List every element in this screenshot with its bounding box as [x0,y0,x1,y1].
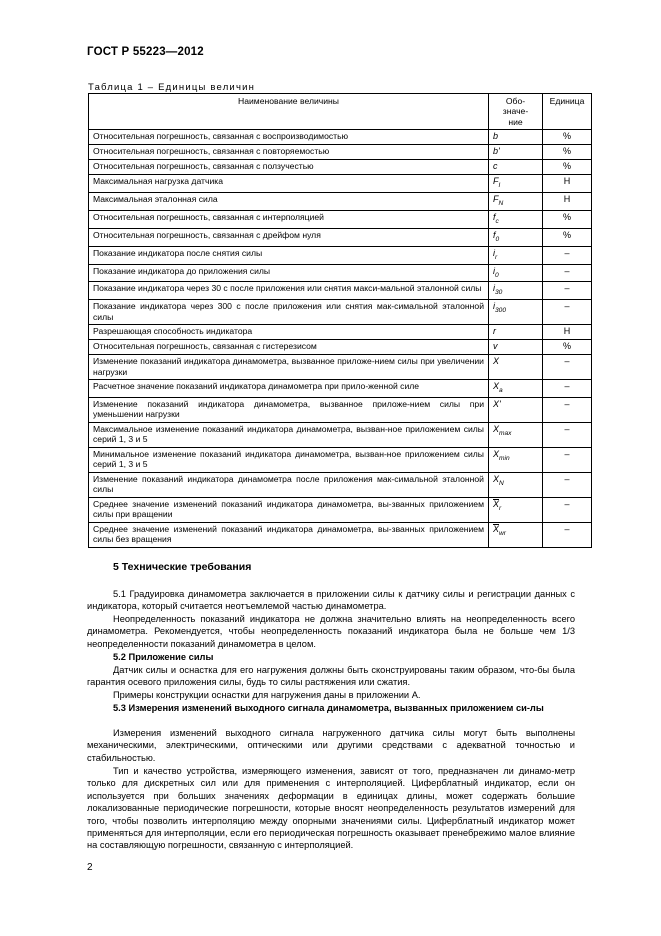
cell-quantity-name: Среднее значение изменений показаний индикатора динамометра, вы-званных приложением силы без вращения [89,522,489,547]
cell-symbol: r [489,325,543,340]
cell-quantity-name: Расчетное значение показаний индикатора динамометра при прило-женной силе [89,380,489,398]
cell-unit: – [543,380,592,398]
paragraph-5-1-text: 5.1 Градуировка динамометра заключается в приложении силы к датчику силы и регистрации данных с индикатора, который считается неотъемлемой частью динамометра. [87,589,575,612]
table-row [89,175,592,193]
table-row [89,497,592,522]
paragraph-5-2 [87,664,575,689]
table-header-row [89,94,592,130]
paragraph-5-3-text: Измерения изменений выходного сигнала нагруженного датчика силы могут быть выполнены механическими, электрическими, оптическими или другими средствами с адекватной точностью и стабильностью. [87,728,575,763]
cell-quantity-name: Показание индикатора до приложения силы [89,264,489,282]
table-row [89,300,592,325]
table-row [89,472,592,497]
cell-symbol: $X_a$ [489,380,543,398]
symbol-header-line2: значе- [502,106,529,117]
table-head [89,94,592,130]
cell-symbol: $f_c$ [489,211,543,229]
table-row [89,193,592,211]
paragraph-5-1b [87,613,575,650]
cell-quantity-name: Максимальная эталонная сила [89,193,489,211]
table-row [89,228,592,246]
standard-header: ГОСТ Р 55223—2012 [87,46,204,58]
cell-unit: Н [543,325,592,340]
column-header-symbol [489,94,543,130]
table-row [89,355,592,380]
table-row [89,145,592,160]
cell-quantity-name: Относительная погрешность, связанная с дрейфом нуля [89,228,489,246]
symbol-header-line3: ние [508,116,523,127]
table-row [89,422,592,447]
table-row [89,325,592,340]
cell-quantity-name: Максимальная нагрузка датчика [89,175,489,193]
cell-symbol: b [489,130,543,145]
heading-5-2: 5.2 Приложение силы [113,652,214,662]
cell-symbol: $F_I$ [489,175,543,193]
cell-quantity-name: Максимальное изменение показаний индикатора динамометра, вызван-ное приложением силы серий 1, 3 и 5 [89,422,489,447]
cell-unit: – [543,472,592,497]
cell-unit: % [543,130,592,145]
cell-symbol: $X_N$ [489,472,543,497]
page-number: 2 [87,862,93,873]
cell-unit: Н [543,175,592,193]
cell-quantity-name: Изменение показаний индикатора динамометра, вызванное приложе-нием силы при увеличении нагрузки [89,355,489,380]
column-header-unit: Единица [543,94,592,130]
cell-unit: – [543,447,592,472]
cell-quantity-name: Показание индикатора после снятия силы [89,246,489,264]
cell-quantity-name: Среднее значение изменений показаний индикатора динамометра, вы-званных приложением силы при вращении [89,497,489,522]
heading-5-3: 5.3 Измерения изменений выходного сигнала динамометра, вызванных приложением си-лы [113,703,544,713]
cell-quantity-name: Относительная погрешность, связанная с интерполяцией [89,211,489,229]
units-table [88,93,592,548]
paragraph-5-3 [87,727,575,764]
table-row [89,397,592,422]
cell-symbol: X [489,355,543,380]
symbol-header-line1: Обо- [505,96,526,106]
cell-unit: % [543,228,592,246]
table-row [89,282,592,300]
cell-quantity-name: Относительная погрешность, связанная с воспроизводимостью [89,130,489,145]
cell-quantity-name: Относительная погрешность, связанная с гистерезисом [89,340,489,355]
cell-symbol: $i_{300}$ [489,300,543,325]
cell-unit: – [543,282,592,300]
paragraph-5-2b-text: Примеры конструкции оснастки для нагружения даны в приложении А. [113,690,421,700]
cell-unit: – [543,355,592,380]
cell-unit: – [543,300,592,325]
table-row [89,522,592,547]
paragraph-5-3b [87,765,575,852]
cell-unit: % [543,340,592,355]
table-row [89,246,592,264]
table-row [89,160,592,175]
cell-quantity-name: Относительная погрешность, связанная с повторяемостью [89,145,489,160]
cell-quantity-name: Разрешающая способность индикатора [89,325,489,340]
paragraph-5-3b-text: Тип и качество устройства, измеряющего изменения, зависят от того, предназначен ли динамо-метр только для дискретных сил или для применения с интерполяцией. Циферблатный индикатор, если он используется при больших значениях деформации в единицах длины, может содержать большие локализованные периодические погрешности, которые вносят неопределенность результатов измерений для того, чтобы позволить интерполяцию между опорными значениями силы. Циферблатный индикатор может применяться для интерполяции, если его периодическая погрешность оказывает пренебрежимо малое влияние на составляющую погрешности, связанную с интерполяцией. [87,766,575,851]
cell-unit: – [543,246,592,264]
cell-quantity-name: Показание индикатора через 300 с после приложения или снятия мак-симальной эталонной силы [89,300,489,325]
cell-unit: Н [543,193,592,211]
paragraph-5-1 [87,588,575,613]
table-row [89,380,592,398]
cell-unit: % [543,160,592,175]
cell-symbol: $X_{min}$ [489,447,543,472]
table-row [89,211,592,229]
cell-unit: – [543,422,592,447]
table-row [89,130,592,145]
cell-unit: – [543,397,592,422]
cell-unit: – [543,264,592,282]
cell-unit: – [543,522,592,547]
table-row [89,264,592,282]
cell-quantity-name: Относительная погрешность, связанная с ползучестью [89,160,489,175]
cell-unit: % [543,145,592,160]
cell-symbol: $i_{30}$ [489,282,543,300]
cell-unit: – [543,497,592,522]
table-caption: Таблица 1 – Единицы величин [88,82,256,93]
cell-quantity-name: Изменение показаний индикатора динамометра после приложения мак-симальной эталонной силы [89,472,489,497]
cell-symbol: $i_r$ [489,246,543,264]
cell-symbol: $X_{wr}$ [489,522,543,547]
cell-symbol: $X_r$ [489,497,543,522]
table-row [89,340,592,355]
cell-quantity-name: Показание индикатора через 30 с после приложения или снятия макси-мальной эталонной силы [89,282,489,300]
paragraph-5-2-text: Датчик силы и оснастка для его нагружения должны быть сконструированы таким образом, что-бы была гарантия осевого приложения силы, будь то силы растяжения или сжатия. [87,665,575,688]
cell-symbol: $F_N$ [489,193,543,211]
cell-symbol: $X_{max}$ [489,422,543,447]
section-5-heading: 5 Технические требования [113,561,252,573]
paragraph-5-2b [87,689,575,701]
cell-symbol: $f_0$ [489,228,543,246]
cell-symbol: v [489,340,543,355]
cell-symbol: $i_0$ [489,264,543,282]
cell-quantity-name: Минимальное изменение показаний индикатора динамометра, вызван-ное приложением силы серий 1, 3 и 5 [89,447,489,472]
cell-unit: % [543,211,592,229]
table-row [89,447,592,472]
column-header-name: Наименование величины [89,94,489,130]
cell-symbol: X' [489,397,543,422]
cell-quantity-name: Изменение показаний индикатора динамометра, вызванное приложе-нием силы при уменьшении нагрузки [89,397,489,422]
table-body [89,130,592,547]
cell-symbol: b' [489,145,543,160]
paragraph-5-1b-text: Неопределенность показаний индикатора не должна значительно влиять на неопределенность всего динамометра. Рекомендуется, чтобы неопределенность показаний индикатора была не больше чем 1/3 неопределенности показаний динамометра в целом. [87,614,575,649]
cell-symbol: c [489,160,543,175]
